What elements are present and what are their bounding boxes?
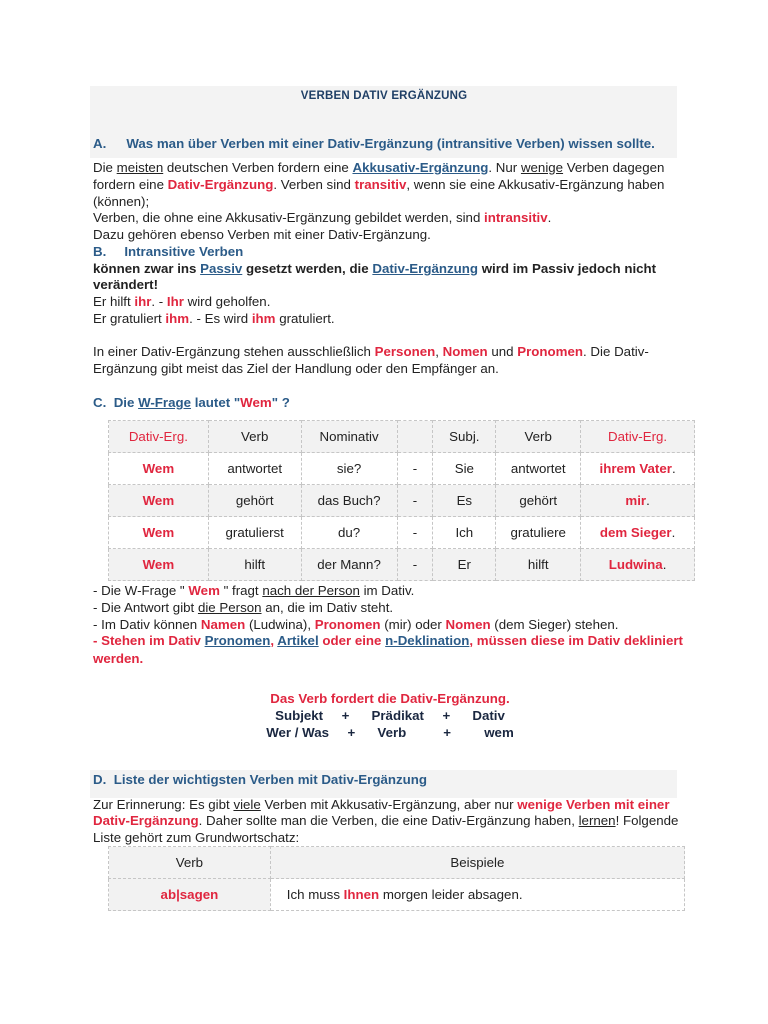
rule-box	[90, 690, 690, 741]
rule-line-1: Das Verb fordert die Dativ-Ergänzung.	[270, 691, 510, 706]
table-row	[109, 517, 695, 549]
section-a-line-2: fordern eine Dativ-Ergänzung. Verben sind transitiv, wenn sie eine Akkusativ-Ergänzung haben	[93, 177, 665, 192]
col-header: Dativ-Erg.	[581, 421, 695, 453]
section-c-note-1: - Die W-Frage " Wem " fragt nach der Person im Dativ.	[93, 583, 415, 598]
table-cell: ihrem Vater.	[581, 453, 695, 485]
table-cell: Wem	[109, 549, 209, 581]
table-cell: Ich	[433, 517, 496, 549]
table-cell: Sie	[433, 453, 496, 485]
table-cell: antwortet	[208, 453, 301, 485]
section-b-line-5: In einer Dativ-Ergänzung stehen ausschließlich Personen, Nomen und Pronomen. Die Dativ-	[93, 344, 649, 359]
table-cell: gehört	[208, 485, 301, 517]
verb-list-table	[108, 846, 685, 911]
section-b-line-1: können zwar ins Passiv gesetzt werden, die Dativ-Ergänzung wird im Passiv jedoch nicht	[93, 261, 657, 276]
table-header-row	[109, 847, 685, 879]
table-cell: -	[397, 485, 433, 517]
table-cell: du?	[301, 517, 397, 549]
section-d-line-3: Liste gehört zum Grundwortschatz:	[93, 830, 300, 845]
section-d-heading: D. Liste der wichtigsten Verben mit Dativ-Ergänzung	[93, 772, 427, 787]
section-d-line-1: Zur Erinnerung: Es gibt viele Verben mit Akkusativ-Ergänzung, aber nur wenige Verben mit einer	[93, 797, 670, 812]
section-c-note-3: - Im Dativ können Namen (Ludwina), Pronomen (mir) oder Nomen (dem Sieger) stehen.	[93, 617, 619, 632]
section-b-heading: B. Intransitive Verben	[93, 244, 244, 259]
table-cell: -	[397, 517, 433, 549]
section-b-example-1: Er hilft ihr. - Ihr wird geholfen.	[93, 294, 271, 309]
table-cell: -	[397, 453, 433, 485]
table-cell: -	[397, 549, 433, 581]
section-a-line-5: Dazu gehören ebenso Verben mit einer Dativ-Ergänzung.	[93, 227, 431, 242]
section-c-note-2: - Die Antwort gibt die Person an, die im Dativ steht.	[93, 600, 394, 615]
col-header: Subj.	[433, 421, 496, 453]
table-cell: Ich muss Ihnen morgen leider absagen.	[270, 879, 684, 911]
table-cell: Wem	[109, 453, 209, 485]
section-a-line-1: Die meisten deutschen Verben fordern eine Akkusativ-Ergänzung. Nur wenige Verben dagegen	[93, 160, 665, 175]
dativ-question-table	[108, 420, 695, 581]
table-cell: antwortet	[496, 453, 581, 485]
section-b-line-6: Ergänzung gibt meist das Ziel der Handlung oder den Empfänger an.	[93, 361, 499, 376]
rule-line-3: Wer / Was + Verb + wem	[266, 725, 514, 740]
table-header-row	[109, 421, 695, 453]
table-cell: Er	[433, 549, 496, 581]
table-cell: gratuliere	[496, 517, 581, 549]
table-cell: dem Sieger.	[581, 517, 695, 549]
section-a-line-3: (können);	[93, 194, 150, 209]
table-cell: Es	[433, 485, 496, 517]
table-cell: der Mann?	[301, 549, 397, 581]
table-cell: das Buch?	[301, 485, 397, 517]
table-cell: hilft	[496, 549, 581, 581]
section-c-note-4: - Stehen im Dativ Pronomen, Artikel oder eine n-Deklination, müssen diese im Dativ dekliniert	[93, 633, 683, 648]
table-cell: mir.	[581, 485, 695, 517]
section-c-note-5: werden.	[93, 651, 144, 666]
table-row	[109, 485, 695, 517]
col-header: Verb	[496, 421, 581, 453]
table-cell: gratulierst	[208, 517, 301, 549]
section-a-heading: A. Was man über Verben mit einer Dativ-Ergänzung (intransitive Verben) wissen sollte.	[93, 136, 655, 151]
rule-line-2: Subjekt + Prädikat + Dativ	[275, 708, 505, 723]
table-row	[109, 879, 685, 911]
table-cell: Ludwina.	[581, 549, 695, 581]
table-cell: ab|sagen	[109, 879, 271, 911]
table-cell: hilft	[208, 549, 301, 581]
section-b-line-2: verändert!	[93, 277, 159, 292]
col-header: Nominativ	[301, 421, 397, 453]
section-c-heading: C. Die W-Frage lautet "Wem" ?	[93, 395, 290, 410]
section-d-line-2: Dativ-Ergänzung. Daher sollte man die Verben, die eine Dativ-Ergänzung haben, lernen! Folgende	[93, 813, 679, 828]
section-a-line-4: Verben, die ohne eine Akkusativ-Ergänzung gebildet werden, sind intransitiv.	[93, 210, 552, 225]
col-header	[397, 421, 433, 453]
col-header: Dativ-Erg.	[109, 421, 209, 453]
col-header: Verb	[109, 847, 271, 879]
page-title: VERBEN DATIV ERGÄNZUNG	[300, 90, 468, 102]
col-header: Beispiele	[270, 847, 684, 879]
table-cell: sie?	[301, 453, 397, 485]
section-b-example-2: Er gratuliert ihm. - Es wird ihm gratuliert.	[93, 311, 335, 326]
table-cell: gehört	[496, 485, 581, 517]
table-cell: Wem	[109, 485, 209, 517]
table-row	[109, 453, 695, 485]
table-row	[109, 549, 695, 581]
table-cell: Wem	[109, 517, 209, 549]
col-header: Verb	[208, 421, 301, 453]
